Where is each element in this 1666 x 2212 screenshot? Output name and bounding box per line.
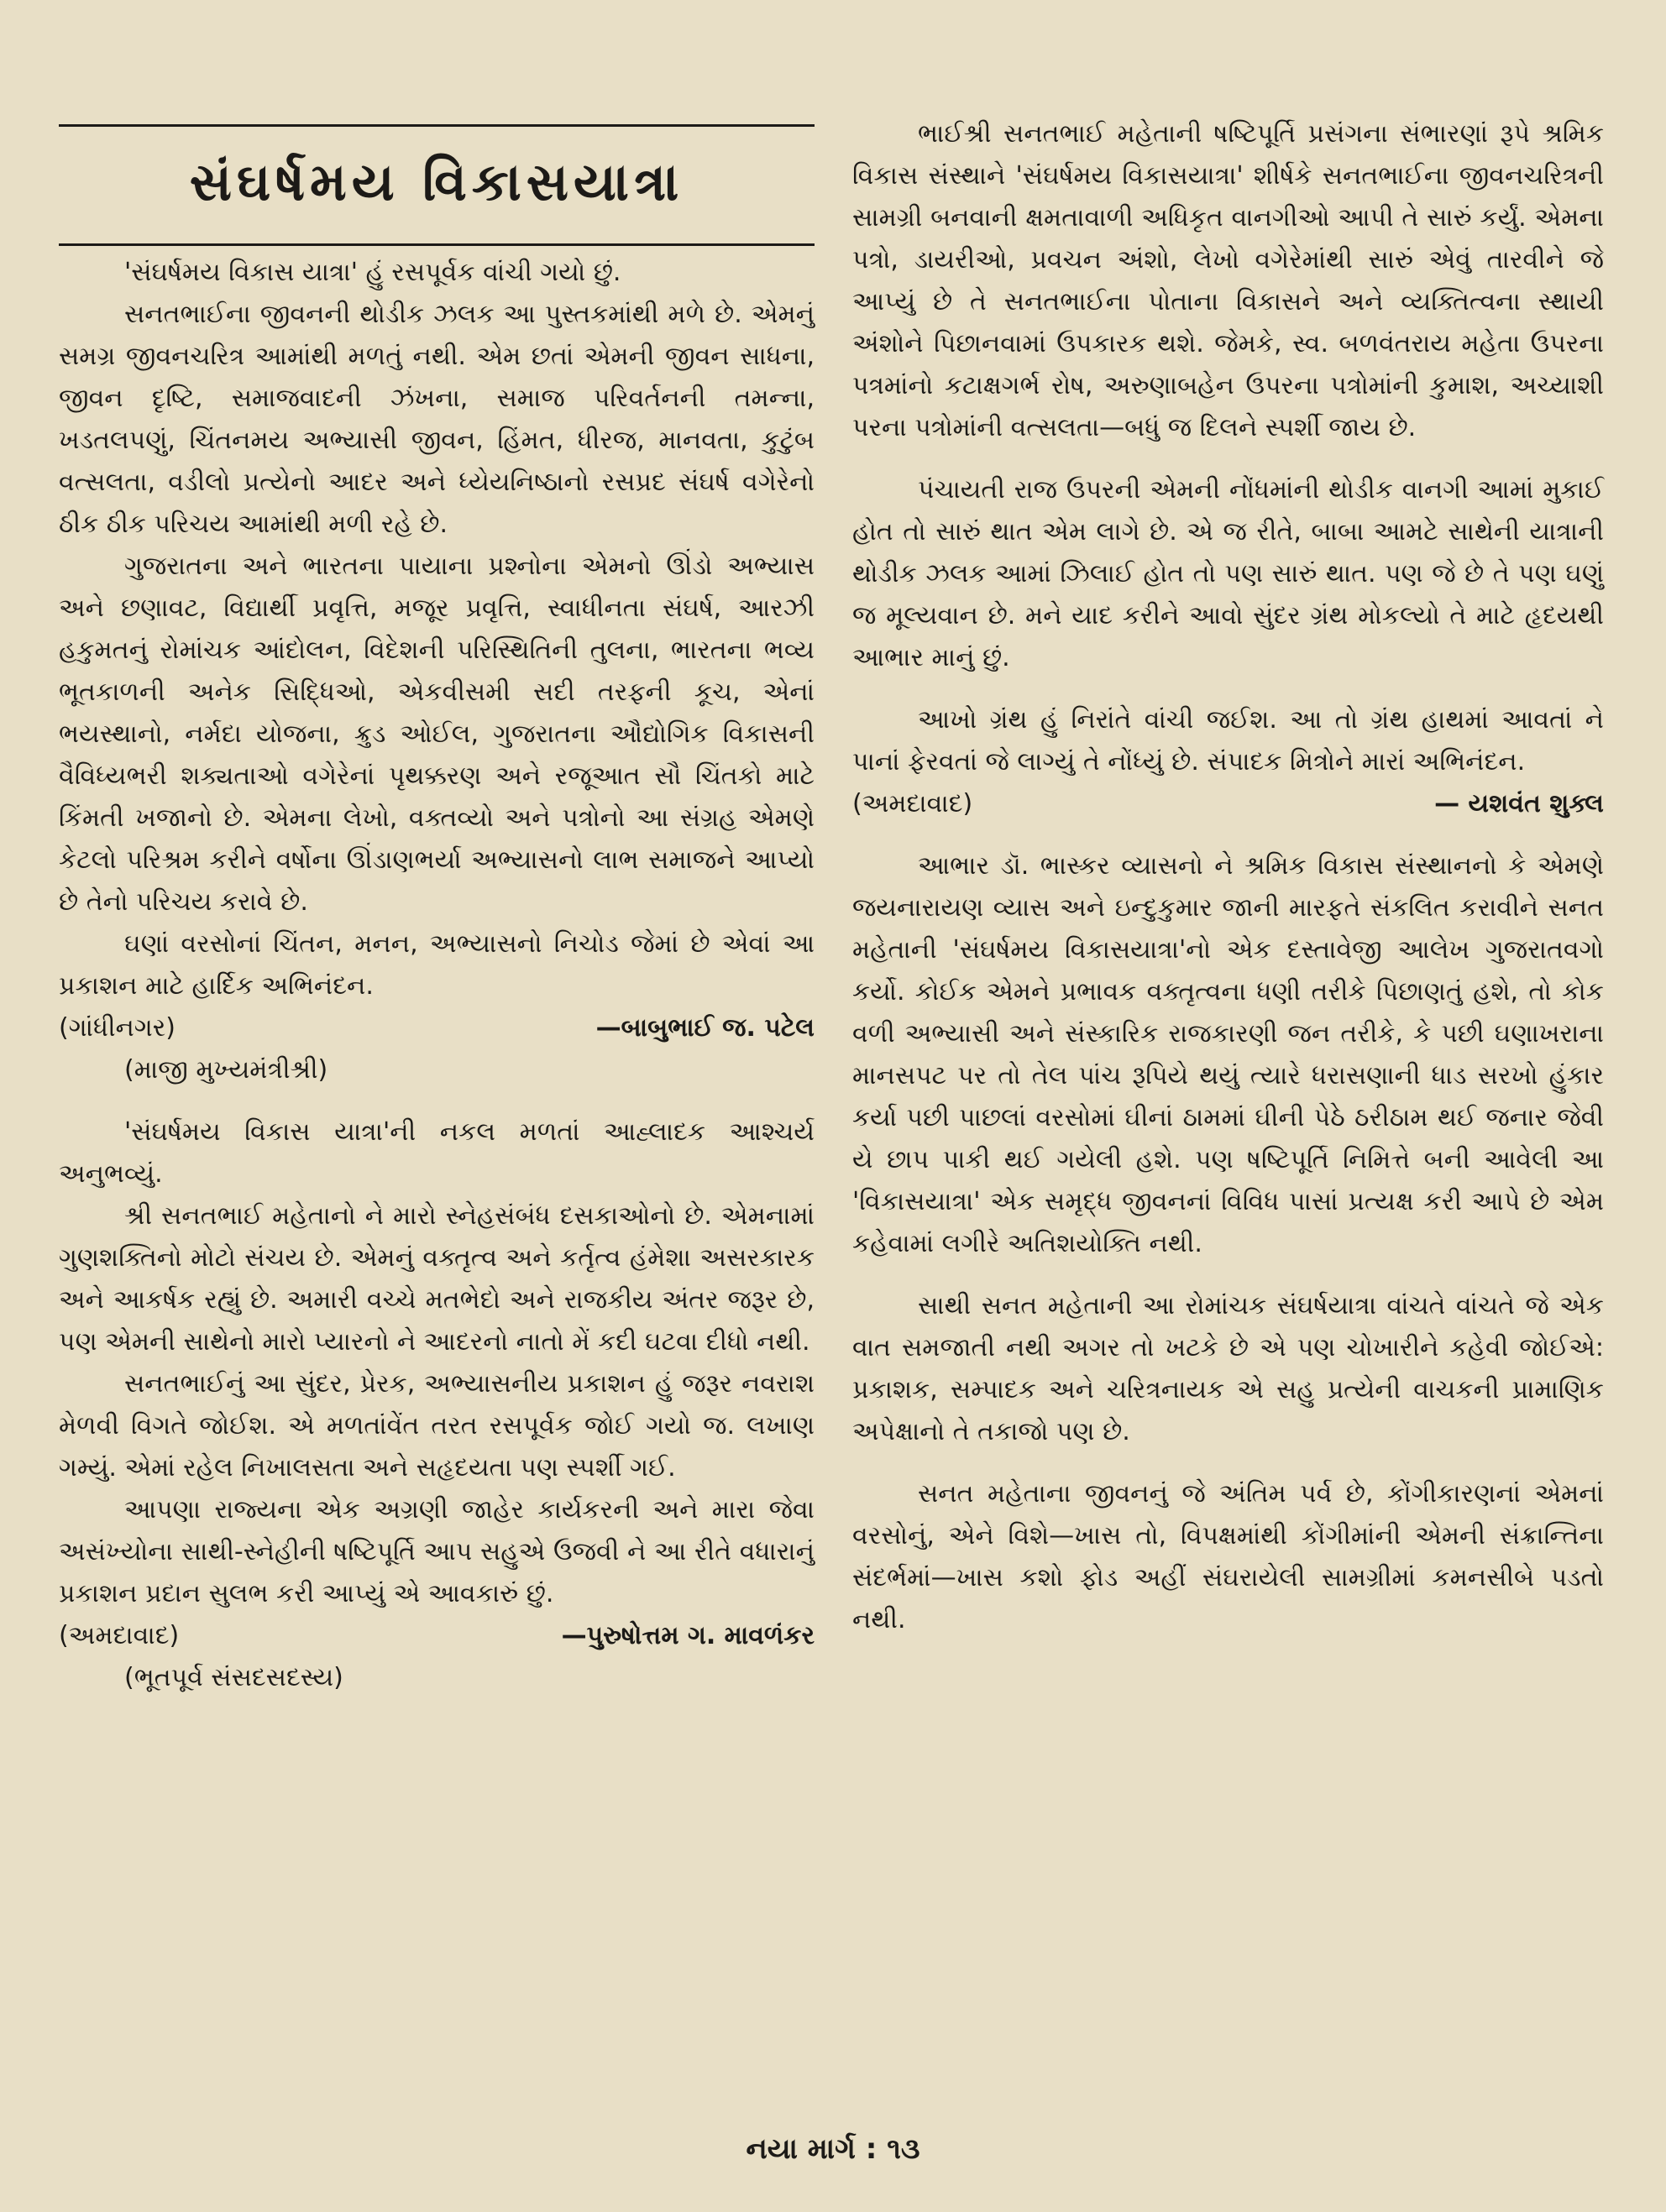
signature-place: (ગાંધીનગર) (59, 1013, 176, 1043)
paragraph: શ્રી સનતભાઈ મહેતાનો ને મારો સ્નેહસંબંધ દસકાઓનો છે. એમનામાં ગુણશક્તિનો મોટો સંચય છે. એમનું વક્તૃત્વ અને કર્તૃત્વ હંમેશા અસરકારક અને આકર્ષક રહ્યું છે. અમારી વચ્ચે મતભેદો અને રાજકીય અંતર જરૂર છે, પણ એમની સાથેનો મારો પ્યારનો ને આદરનો નાતો મેં કદી ઘટવા દીધો નથી. (59, 1201, 815, 1357)
paragraph: સનત મહેતાના જીવનનું જે અંતિમ પર્વ છે, કોંગીકારણનાં એમનાં વરસોનું, એને વિશે—ખાસ તો, વિપક્ષમાંથી કોંગીમાંની એમની સંક્રાન્તિના સંદર્ભમાં—ખાસ કશો ફોડ અહીં સંઘરાયેલી સામગ્રીમાં કમનસીબે પડતો નથી. (852, 1479, 1604, 1634)
paragraph: આખો ગ્રંથ હું નિરાંતે વાંચી જઈશ. આ તો ગ્રંથ હાથમાં આવતાં ને પાનાં ફેરવતાં જે લાગ્યું તે નોંધ્યું છે. સંપાદક મિત્રોને મારાં અભિનંદન. (852, 705, 1604, 777)
left-column (59, 252, 815, 1699)
right-column (852, 113, 1604, 1641)
signature-row (59, 1007, 815, 1049)
paragraph: 'સંઘર્ષમય વિકાસ યાત્રા'ની નકલ મળતાં આહ્લાદક આશ્ચર્ય અનુભવ્યું. (59, 1117, 815, 1189)
signature-author: —પુરુષોત્તમ ગ. માવળંકર (561, 1621, 815, 1650)
signature-role: (ભૂતપૂર્વ સંસદસદસ્ય) (124, 1663, 343, 1692)
paragraph: 'સંઘર્ષમય વિકાસ યાત્રા' હું રસપૂર્વક વાંચી ગયો છું. (124, 258, 621, 287)
signature-author: —બાબુભાઈ જ. પટેલ (595, 1013, 815, 1043)
paragraph: ભાઈશ્રી સનતભાઈ મહેતાની ષષ્ટિપૂર્તિ પ્રસંગના સંભારણાં રૂપે શ્રમિક વિકાસ સંસ્થાને 'સંઘર્ષમય વિકાસયાત્રા' શીર્ષકે સનતભાઈના જીવનચરિત્રની સામગ્રી બનવાની ક્ષમતાવાળી અધિકૃત વાનગીઓ આપી તે સારું કર્યું. એમના પત્રો, ડાયરીઓ, પ્રવચન અંશો, લેખો વગેરેમાંથી સારું એવું તારવીને જે આપ્યું છે તે સનતભાઈના પોતાના વિકાસને અને વ્યક્તિત્વના સ્થાયી અંશોને પિછાનવામાં ઉપકારક થશે. જેમકે, સ્વ. બળવંતરાય મહેતા ઉપરના પત્રમાંનો કટાક્ષગર્ભ રોષ, અરુણાબહેન ઉપરના પત્રોમાંની કુમાશ, અચ્યાશી પરના પત્રોમાંની વત્સલતા—બધું જ દિલને સ્પર્શી જાય છે. (852, 119, 1604, 442)
article-title: સંઘર્ષમય વિકાસયાત્રા (189, 151, 684, 212)
paragraph: સનતભાઈના જીવનની થોડીક ઝલક આ પુસ્તકમાંથી મળે છે. એમનું સમગ્ર જીવનચરિત્ર આમાંથી મળતું નથી. એમ છતાં એમની જીવન સાધના, જીવન દૃષ્ટિ, સમાજવાદની ઝંખના, સમાજ પરિવર્તનની તમન્ના, ખડતલપણું, ચિંતનમય અભ્યાસી જીવન, હિંમત, ધીરજ, માનવતા, કુટુંબ વત્સલતા, વડીલો પ્રત્યેનો આદર અને ધ્યેયનિષ્ઠાનો રસપ્રદ સંઘર્ષ વગેરેનો ઠીક ઠીક પરિચય આમાંથી મળી રહે છે. (59, 300, 815, 539)
signature-role: (માજી મુખ્યમંત્રીશ્રી) (124, 1055, 328, 1085)
signature-place: (અમદાવાદ) (59, 1621, 180, 1650)
paragraph: ગુજરાતના અને ભારતના પાયાના પ્રશ્નોના એમનો ઊંડો અભ્યાસ અને છણાવટ, વિદ્યાર્થી પ્રવૃત્તિ, મજૂર પ્રવૃત્તિ, સ્વાધીનતા સંઘર્ષ, આરઝી હકુમતનું રોમાંચક આંદોલન, વિદેશની પરિસ્થિતિની તુલના, ભારતના ભવ્ય ભૂતકાળની અનેક સિદ્ધિઓ, એકવીસમી સદી તરફની કૂચ, એનાં ભયસ્થાનો, નર્મદા યોજના, ક્રુડ ઓઈલ, ગુજરાતના ઔદ્યોગિક વિકાસની વૈવિધ્યભરી શક્યતાઓ વગેરેનાં પૃથક્કરણ અને રજૂઆત સૌ ચિંતકો માટે કિંમતી ખજાનો છે. એમના લેખો, વક્તવ્યો અને પત્રોનો આ સંગ્રહ એમણે કેટલો પરિશ્રમ કરીને વર્ષોના ઊંડાણભર્યા અભ્યાસનો લાભ સમાજને આપ્યો છે તેનો પરિચય કરાવે છે. (59, 552, 815, 917)
paragraph: પંચાયતી રાજ ઉપરની એમની નોંધમાંની થોડીક વાનગી આમાં મુકાઈ હોત તો સારું થાત એમ લાગે છે. એ જ રીતે, બાબા આમટે સાથેની યાત્રાની થોડીક ઝલક આમાં ઝિલાઈ હોત તો પણ સારું થાત. પણ જે છે તે પણ ઘણું જ મૂલ્યવાન છે. મને યાદ કરીને આવો સુંદર ગ્રંથ મોકલ્યો તે માટે હૃદયથી આભાર માનું છું. (852, 475, 1604, 672)
paragraph: આપણા રાજ્યના એક અગ્રણી જાહેર કાર્યકરની અને મારા જેવા અસંખ્યોના સાથી-સ્નેહીની ષષ્ટિપૂર્તિ આપ સહુએ ઉજવી ને આ રીતે વધારાનું પ્રકાશન પ્રદાન સુલભ કરી આપ્યું એ આવકારું છું. (59, 1495, 815, 1608)
signature-author: — યશવંત શુક્લ (1434, 789, 1604, 818)
page-footer: નયા માર્ગ : ૧૩ (746, 2132, 920, 2166)
letter-babubhai (59, 252, 815, 1091)
paragraph: સાથી સનત મહેતાની આ રોમાંચક સંઘર્ષયાત્રા વાંચતે વાંચતે જે એક વાત સમજાતી નથી અગર તો ખટકે છે એ પણ ચોખારીને કહેવી જોઈએ: પ્રકાશક, સમ્પાદક અને ચરિત્રનાયક એ સહુ પ્રત્યેની વાચકની પ્રામાણિક અપેક્ષાનો તે તકાજો પણ છે. (852, 1291, 1604, 1446)
letter-yashwant (852, 113, 1604, 825)
signature-row (852, 783, 1604, 825)
signature-place: (અમદાવાદ) (852, 789, 973, 818)
title-bottom-rule (59, 243, 815, 246)
paragraph: આભાર ડૉ. ભાસ્કર વ્યાસનો ને શ્રમિક વિકાસ સંસ્થાનનો કે એમણે જયનારાયણ વ્યાસ અને ઇન્દુકુમાર જાની મારફતે સંકલિત કરાવીને સનત મહેતાની 'સંઘર્ષમય વિકાસયાત્રા'નો એક દસ્તાવેજી આલેખ ગુજરાતવગો કર્યો. કોઈક એમને પ્રભાવક વક્તૃત્વના ધણી તરીકે પિછાણતું હશે, તો કોક વળી અભ્યાસી અને સંસ્કારિક રાજકારણી જન તરીકે, કે પછી ઘણાખરાના માનસપટ પર તો તેલ પાંચ રૂપિયે થયું ત્યારે ધરાસણાની ધાડ સરખો હુંકાર કર્યા પછી પાછલાં વરસોમાં ઘીનાં ઠામમાં ઘીની પેઠે ઠરીઠામ થઈ જનાર જેવી યે છાપ પાકી થઈ ગયેલી હશે. પણ ષષ્ટિપૂર્તિ નિમિત્તે બની આવેલી આ 'વિકાસયાત્રા' એક સમૃદ્ધ જીવનનાં વિવિધ પાસાં પ્રત્યક્ષ કરી આપે છે એમ કહેવામાં લગીરે અતિશયોક્તિ નથી. (852, 851, 1604, 1258)
title-top-rule (59, 124, 815, 127)
signature-row (59, 1615, 815, 1657)
paragraph: ઘણાં વરસોનાં ચિંતન, મનન, અભ્યાસનો નિચોડ જેમાં છે એવાં આ પ્રકાશન માટે હાર્દિક અભિનંદન. (59, 929, 815, 1001)
letter-mavalankar (59, 1111, 815, 1699)
letter-review (852, 845, 1604, 1641)
paragraph: સનતભાઈનું આ સુંદર, પ્રેરક, અભ્યાસનીય પ્રકાશન હું જરૂર નવરાશ મેળવી વિગતે જોઈશ. એ મળતાંવેંત તરત રસપૂર્વક જોઈ ગયો જ. લખાણ ગમ્યું. એમાં રહેલ નિખાલસતા અને સહૃદયતા પણ સ્પર્શી ગઈ. (59, 1369, 815, 1483)
